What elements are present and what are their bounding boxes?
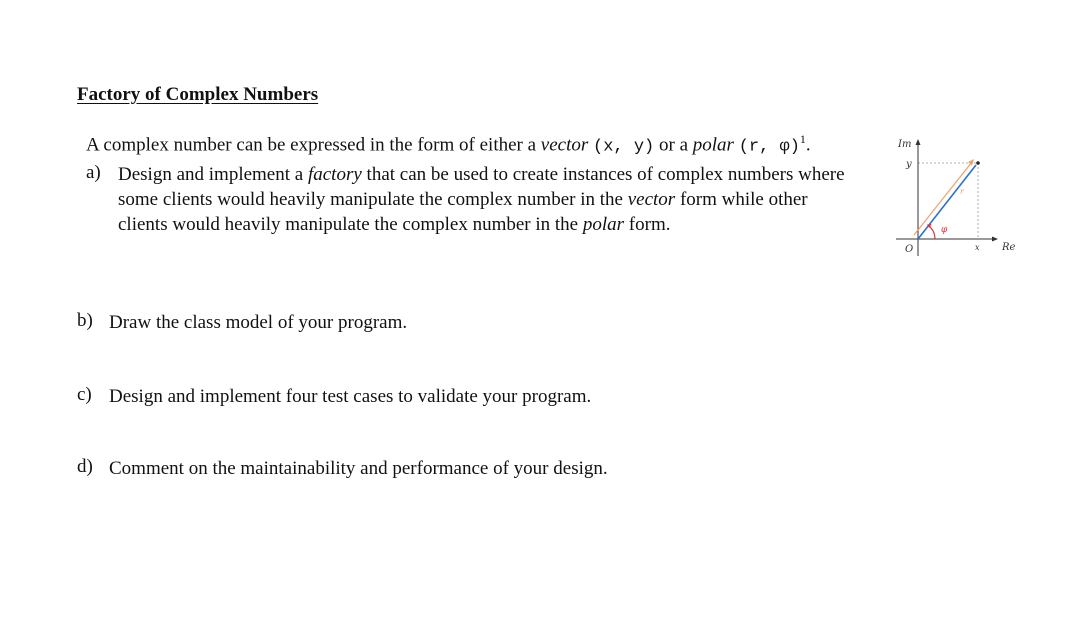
item-a-vector-word: vector	[627, 189, 676, 210]
re-axis-label: Re	[1002, 242, 1016, 253]
item-text-d: Comment on the maintainability and performance of your design.	[109, 458, 608, 479]
origin-label: O	[905, 244, 914, 255]
item-text-a	[118, 162, 846, 237]
intro-end: .	[805, 134, 811, 156]
r-label: r	[960, 187, 964, 196]
item-label-c: c)	[77, 384, 92, 405]
radius-arrowhead	[968, 159, 974, 166]
item-label-a: a)	[86, 162, 101, 183]
complex-plane-diagram	[890, 132, 1025, 267]
intro-text-part1: A complex number can be expressed in the form of either a	[86, 134, 541, 156]
intro-polar-notation: (r, φ)	[738, 137, 800, 157]
footnote-marker: 1	[799, 132, 806, 146]
im-axis-label: Im	[898, 139, 912, 150]
document-title: Factory of Complex Numbers	[77, 84, 319, 105]
item-text-b: Draw the class model of your program.	[109, 312, 408, 333]
intro-vector-notation: (x, y)	[593, 137, 655, 157]
intro-polar-word: polar	[692, 134, 734, 156]
vector-endpoint	[976, 161, 980, 165]
item-a-text2: that can be used to create instances of complex numbers where some clients would heavily manipulate the complex number in the	[118, 164, 845, 210]
re-axis-arrowhead	[992, 237, 998, 242]
item-a-text4: form.	[624, 214, 671, 235]
x-coordinate-label: x	[975, 243, 980, 252]
intro-text-part2: or a	[654, 134, 693, 156]
intro-vector-word: vector	[540, 134, 589, 156]
im-axis-arrowhead	[916, 139, 921, 145]
intro-paragraph	[86, 132, 811, 156]
item-a-text1: Design and implement a	[118, 164, 308, 185]
item-a-text3: form while other clients would heavily manipulate the complex number in the	[118, 189, 808, 235]
y-coordinate-label: y	[906, 159, 912, 170]
item-label-d: d)	[77, 456, 93, 477]
item-label-b: b)	[77, 310, 93, 331]
item-text-c: Design and implement four test cases to validate your program.	[109, 386, 592, 407]
phi-label: φ	[941, 225, 948, 235]
item-a-factory-word: factory	[307, 164, 362, 185]
item-a-polar-word: polar	[582, 214, 625, 235]
